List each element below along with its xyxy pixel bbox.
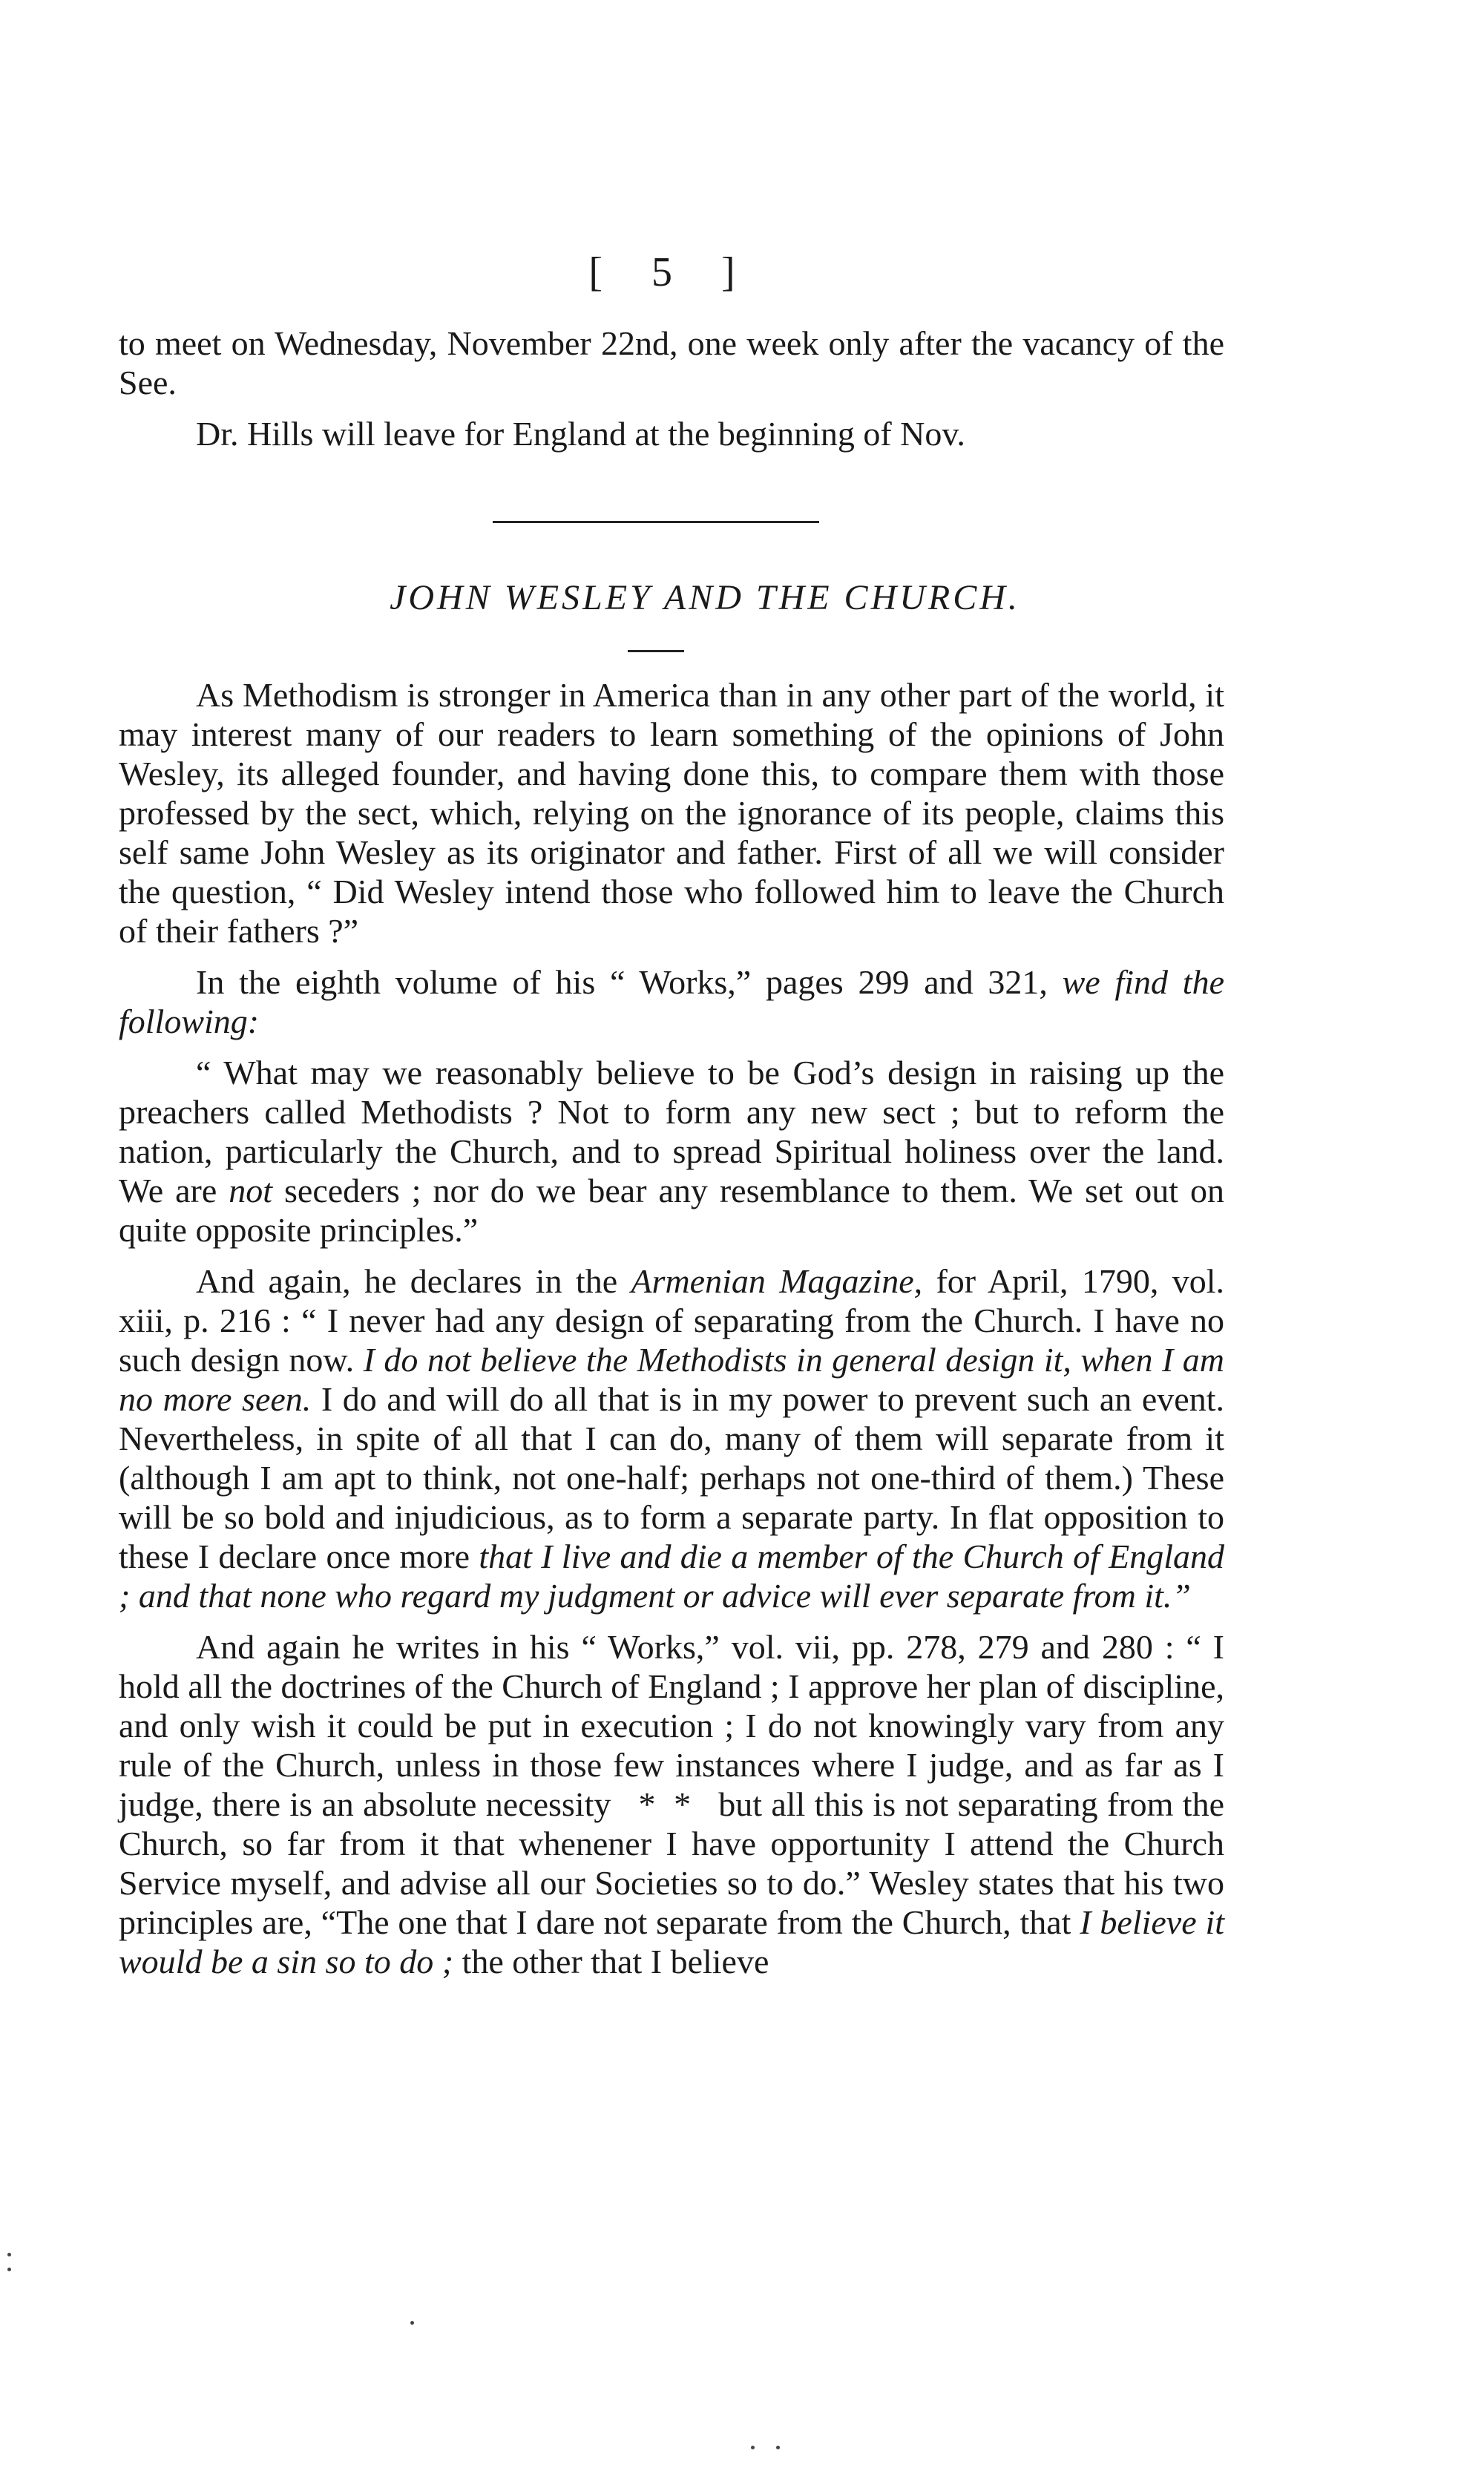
section-divider <box>493 521 819 523</box>
page-number: [ 5 ] <box>588 249 755 295</box>
paragraph-4-italic-b: that I live and die a member of the Church of England ; and that none who regard my judgment or advice will ever separate from it.” <box>119 1537 1225 1615</box>
paragraph-4-magazine-title: Armenian Magazine, <box>631 1262 923 1300</box>
article-title: JOHN WESLEY AND THE CHURCH. <box>390 578 1020 617</box>
paragraph-4-italic-a: I do not believe the Methodists in general design it, when I am no more seen. <box>119 1341 1224 1418</box>
paragraph-4 <box>119 1261 1224 1615</box>
paragraph-3-text-b: seceders ; nor do we bear any resemblance to them. We set out on quite opposite principles.” <box>119 1172 1224 1249</box>
paragraph-5-italic: I believe it would be a sin so to do ; <box>119 1903 1224 1980</box>
paragraph-4-text-b: for April, 1790, vol. xiii, p. 216 : “ I never had any design of separating from the Church. I have no such design now. <box>119 1262 1224 1379</box>
intro-block <box>119 324 1224 453</box>
intro-paragraph-1: to meet on Wednesday, November 22nd, one week only after the vacancy of the See. <box>119 324 1224 401</box>
intro-paragraph-2: Dr. Hills will leave for England at the beginning of Nov. <box>196 415 965 453</box>
paragraph-2-text: In the eighth volume of his “ Works,” pages 299 and 321, <box>196 963 1063 1001</box>
article-body <box>119 675 1224 1981</box>
scan-speck <box>7 2268 11 2271</box>
paragraph-2-italic: we find the following: <box>119 963 1224 1040</box>
paragraph-5 <box>119 1627 1224 1981</box>
paragraph-3-text-a: “ What may we reasonably believe to be God’s design in raising up the preachers called Methodists ? Not to form any new sect ; but to reform the nation, particularly the Church, and to spread Spiritual holiness over the land. We are <box>119 1054 1224 1209</box>
scan-speck <box>7 2253 11 2256</box>
paragraph-5-text-b: the other that I believe <box>453 1943 769 1980</box>
paragraph-5-text-a: And again he writes in his “ Works,” vol. vii, pp. 278, 279 and 280 : “ I hold all the doctrines of the Church of England ; I approve her plan of discipline, and only wish it could be put in execution ; I do not knowingly vary from any rule of the Church, unless in those few instances where I judge, and as far as I judge, there is an absolute necessity * * but all this is not separating from the Church, so far from it that whenener I have opportunity I attend the Church Service myself, and advise all our Societies so to do.” Wesley states that his two principles are, “The one that I dare not separate from the Church, that <box>119 1628 1224 1941</box>
paragraph-4-text-c: I do and will do all that is in my power to prevent such an event. Nevertheless, in spite of all that I can do, many of them will separate from it (although I am apt to think, not one-half; perhaps not one-third of them.) These will be so bold and injudicious, as to form a separate party. In flat opposition to these I declare once more <box>119 1380 1224 1575</box>
title-underline <box>628 650 684 652</box>
scan-speck <box>776 2446 780 2449</box>
paragraph-3 <box>119 1053 1224 1250</box>
paragraph-3-italic: not <box>229 1172 273 1209</box>
scan-speck <box>751 2446 755 2449</box>
paragraph-2 <box>119 962 1224 1041</box>
paragraph-1: As Methodism is stronger in America than in any other part of the world, it may interest many of our readers to learn something of the opinions of John Wesley, its alleged founder, and having done this, to compare them with those professed by the sect, which, relying on the ignorance of its people, claims this self same John Wesley as its originator and father. First of all we will consider the question, “ Did Wesley intend those who followed him to leave the Church of their fathers ?” <box>119 676 1224 950</box>
scan-speck <box>410 2321 414 2325</box>
paragraph-4-text-a: And again, he declares in the <box>196 1262 631 1300</box>
